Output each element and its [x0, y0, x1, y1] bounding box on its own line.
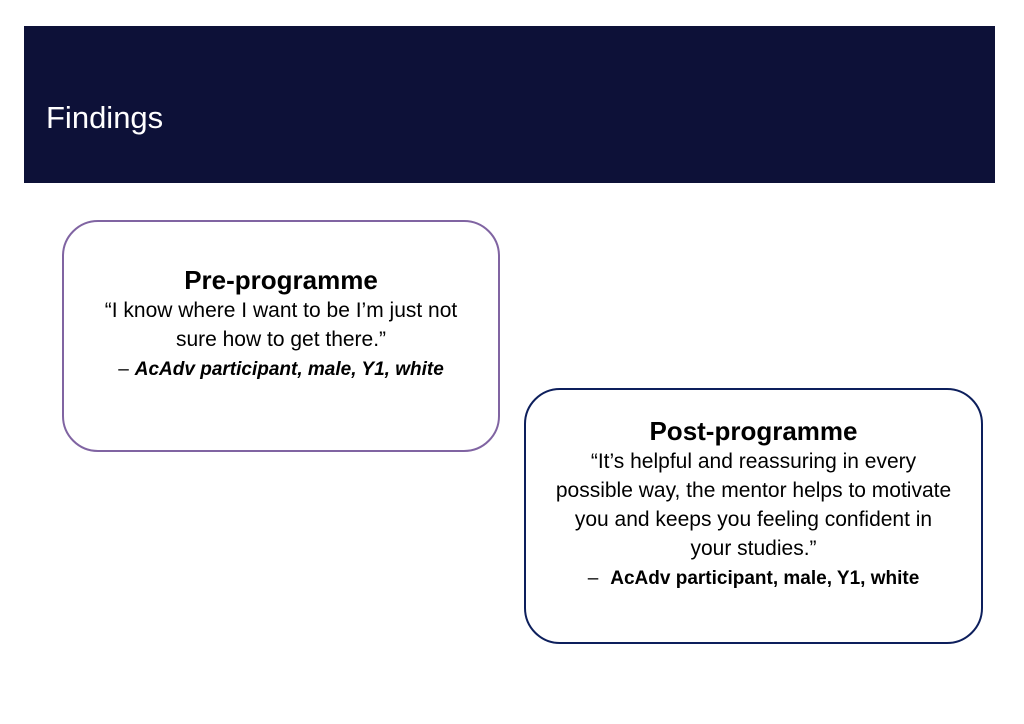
post-programme-box — [524, 388, 983, 644]
post-programme-quote: “It’s helpful and reassuring in every possible way, the mentor helps to motivate you and keeps you feeling confident in your studies.” — [555, 450, 952, 560]
pre-programme-heading: Pre-programme — [184, 265, 378, 295]
header-band — [24, 26, 995, 183]
attribution-dash: – — [118, 359, 129, 380]
pre-programme-quote: “I know where I want to be I’m just not sure how to get there.” — [104, 299, 458, 351]
post-programme-heading: Post-programme — [649, 416, 858, 446]
post-programme-attribution-text: AcAdv participant, male, Y1, white — [610, 568, 920, 589]
slide-title: Findings — [46, 100, 164, 135]
pre-programme-attribution-text: AcAdv participant, male, Y1, white — [134, 359, 444, 380]
post-programme-attribution — [526, 565, 981, 593]
pre-programme-box — [62, 220, 500, 452]
pre-programme-attribution — [64, 356, 498, 384]
attribution-dash: – — [587, 568, 599, 589]
